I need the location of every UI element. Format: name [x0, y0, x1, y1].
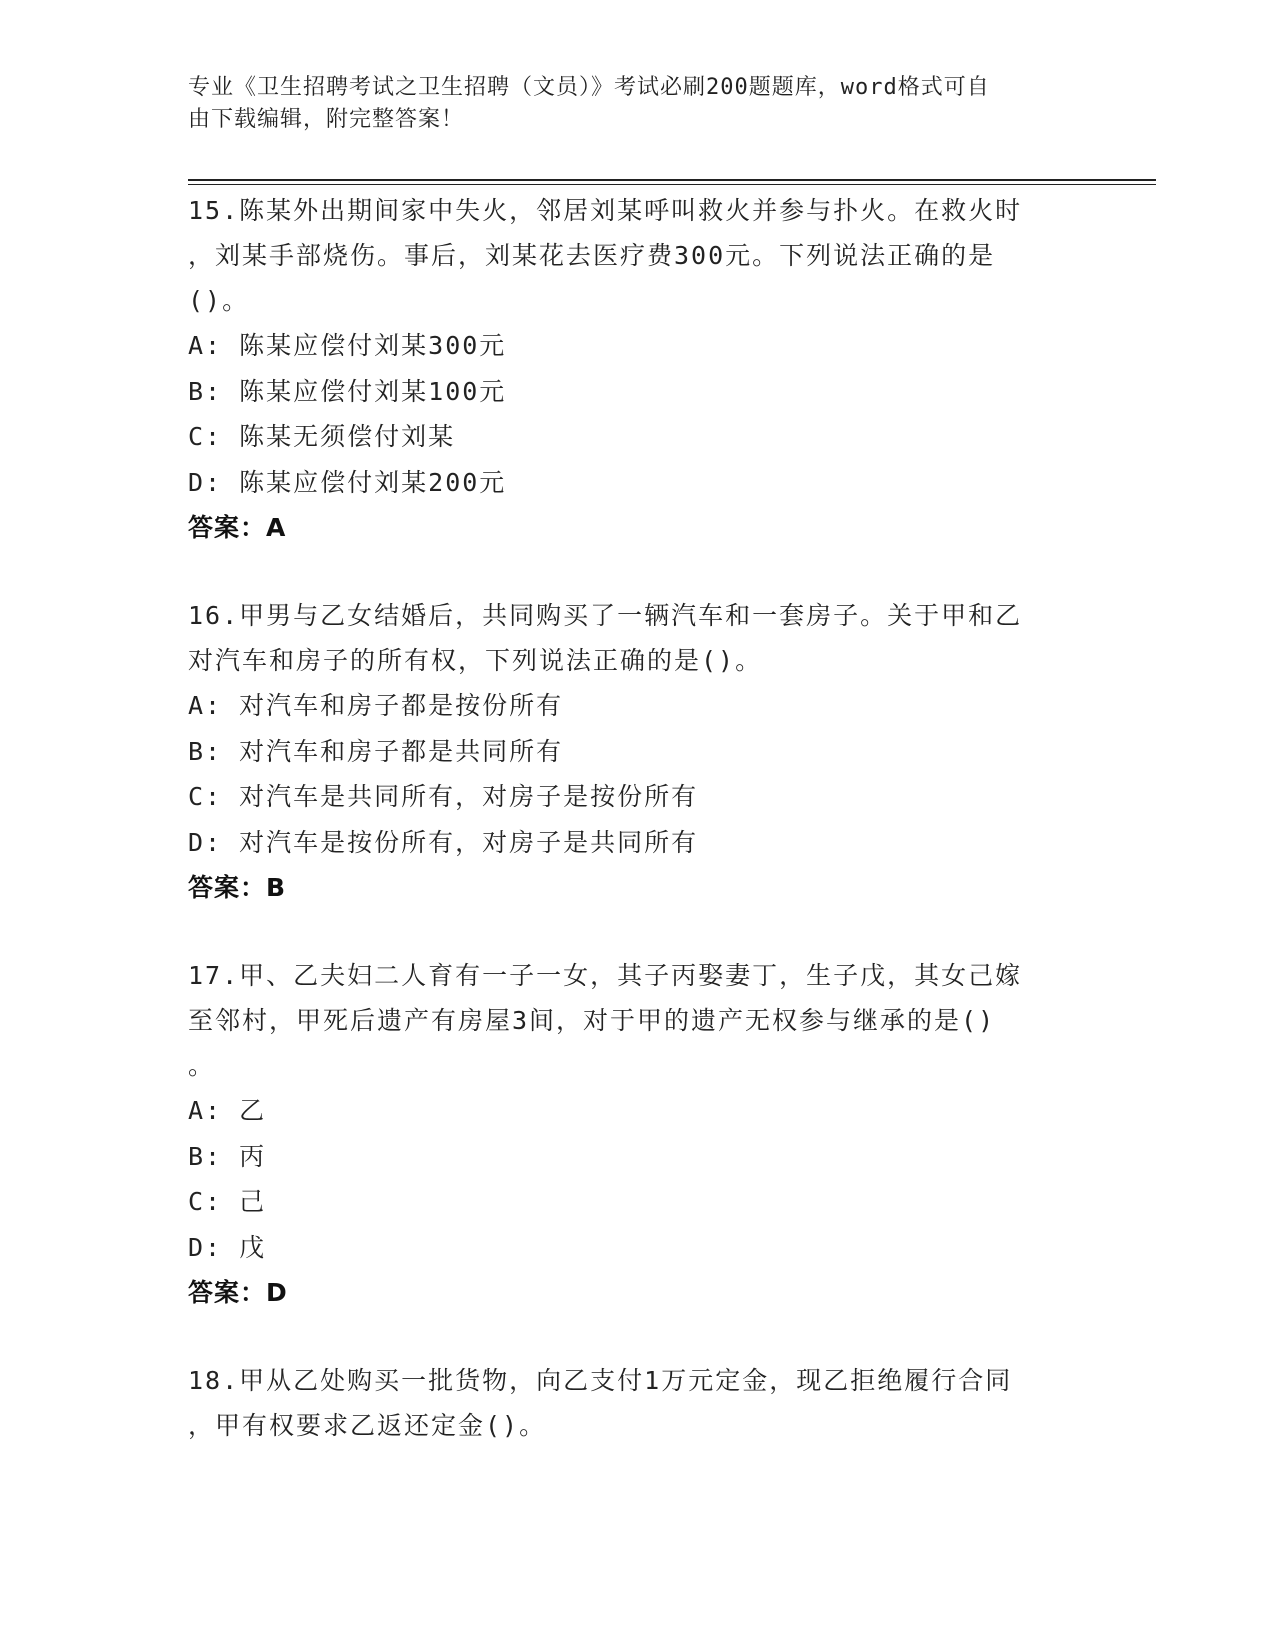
option-c: C: 对汽车是共同所有，对房子是按份所有 — [188, 782, 699, 811]
question-text-line: 16.甲男与乙女结婚后，共同购买了一辆汽车和一套房子。关于甲和乙 — [188, 601, 1023, 630]
option-a: A: 乙 — [188, 1096, 267, 1125]
option-d: D: 陈某应偿付刘某200元 — [188, 467, 507, 497]
option-b: B: 陈某应偿付刘某100元 — [188, 376, 507, 406]
question-text-line: 。 — [188, 1051, 216, 1080]
question-block — [188, 1358, 1088, 1448]
question-text-line: ()。 — [188, 286, 250, 315]
question-text-line: 对汽车和房子的所有权，下列说法正确的是()。 — [188, 646, 763, 675]
question-spacer — [188, 910, 1088, 953]
question-text-line: ，刘某手部烧伤。事后，刘某花去医疗费300元。下列说法正确的是 — [188, 241, 996, 270]
option-d: D: 对汽车是按份所有，对房子是共同所有 — [188, 827, 699, 857]
question-block — [188, 593, 1088, 910]
answer-label: 答案：A — [188, 513, 287, 542]
option-c: C: 陈某无须偿付刘某 — [188, 422, 456, 451]
option-a: A: 对汽车和房子都是按份所有 — [188, 691, 564, 720]
option-d: D: 戊 — [188, 1232, 267, 1262]
question-spacer — [188, 550, 1088, 593]
answer-label: 答案：B — [188, 873, 287, 902]
question-spacer — [188, 1315, 1088, 1358]
question-text-line: 15.陈某外出期间家中失火，邻居刘某呼叫救火并参与扑火。在救火时 — [188, 196, 1023, 225]
question-block — [188, 953, 1088, 1315]
question-text-line: 至邻村，甲死后遗产有房屋3间，对于甲的遗产无权参与继承的是() — [188, 1006, 996, 1035]
option-b: B: 对汽车和房子都是共同所有 — [188, 736, 564, 766]
header-line-1: 专业《卫生招聘考试之卫生招聘（文员）》考试必刷200题题库，word格式可自 — [188, 75, 990, 100]
question-text-line: 17.甲、乙夫妇二人育有一子一女，其子丙娶妻丁，生子戊，其女己嫁 — [188, 961, 1023, 990]
questions-list — [188, 188, 1088, 1448]
document-header — [188, 72, 1068, 136]
option-a: A: 陈某应偿付刘某300元 — [188, 331, 507, 360]
option-b: B: 丙 — [188, 1141, 267, 1171]
header-divider-thin — [188, 184, 1156, 185]
question-block — [188, 188, 1088, 550]
question-text-line: ，甲有权要求乙返还定金()。 — [188, 1411, 547, 1440]
header-divider-thick — [188, 179, 1156, 181]
option-c: C: 己 — [188, 1187, 267, 1216]
answer-label: 答案：D — [188, 1278, 288, 1307]
question-text-line: 18.甲从乙处购买一批货物，向乙支付1万元定金，现乙拒绝履行合同 — [188, 1366, 1013, 1395]
header-line-2: 由下载编辑，附完整答案！ — [188, 107, 465, 132]
